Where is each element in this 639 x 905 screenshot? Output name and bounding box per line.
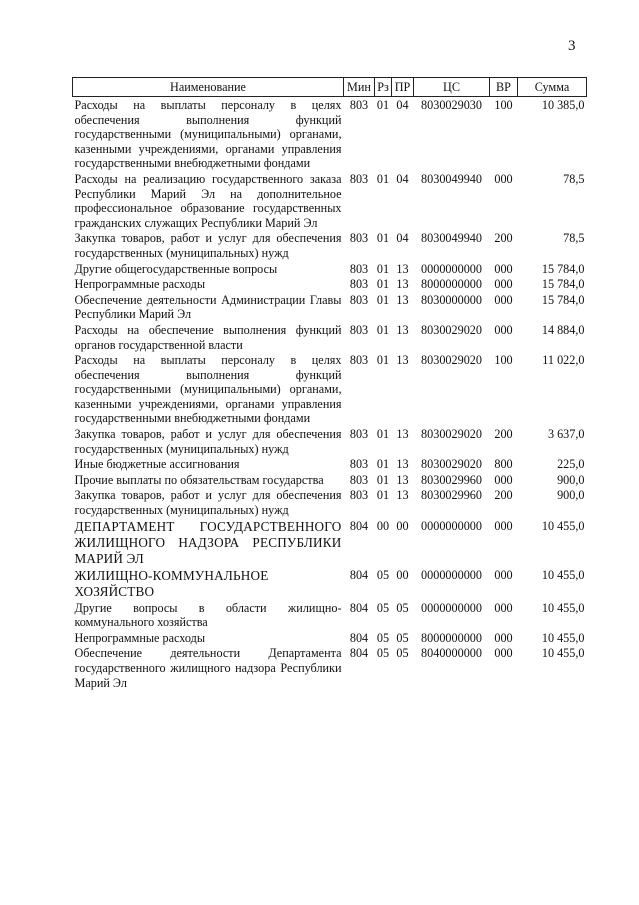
header-rz: Рз: [375, 78, 392, 97]
header-min: Мин: [344, 78, 375, 97]
row-pr: 05: [396, 630, 409, 645]
row-name: Прочие выплаты по обязательствам государства: [74, 472, 324, 487]
row-rz: 01: [376, 427, 390, 442]
row-pr: 13: [396, 488, 409, 503]
row-name: Другие общегосударственные вопросы: [74, 261, 278, 276]
row-min: 803: [349, 322, 369, 337]
header-sum: Сумма: [518, 78, 587, 97]
row-vr: 000: [494, 472, 513, 487]
row-sum: 14 884,0: [541, 322, 585, 337]
row-cs: 8000000000: [421, 630, 482, 645]
row-rz: 01: [376, 277, 390, 292]
row-sum: 10 455,0: [541, 630, 585, 645]
row-cs: 8030049940: [421, 171, 482, 186]
row-vr: 000: [494, 630, 513, 645]
row-cs: 8030029020: [421, 353, 482, 368]
row-cs: 8030049940: [421, 231, 482, 246]
row-name: Закупка товаров, работ и услуг для обеспечения государственных (муниципальных) нужд: [74, 427, 342, 456]
row-pr: 04: [396, 171, 409, 186]
row-rz: 05: [376, 600, 390, 615]
row-cs: 8030029020: [421, 427, 482, 442]
row-pr: 13: [396, 261, 409, 276]
row-rz: 01: [376, 322, 390, 337]
row-vr: 000: [494, 277, 513, 292]
table-body: [73, 97, 587, 691]
table-row: [73, 322, 587, 352]
row-cs: 8040000000: [421, 646, 482, 661]
row-name: Другие вопросы в области жилищно-коммунального хозяйства: [74, 600, 342, 630]
row-min: 803: [349, 171, 369, 186]
row-pr: 04: [396, 231, 409, 246]
header-name: Наименование: [73, 78, 344, 97]
row-rz: 01: [376, 261, 390, 276]
row-min: 803: [349, 353, 369, 368]
table-row: [73, 630, 587, 646]
row-rz: 01: [376, 171, 390, 186]
row-min: 803: [349, 427, 369, 442]
row-sum: 900,0: [557, 488, 585, 503]
row-sum: 10 455,0: [541, 646, 585, 661]
header-cs: ЦС: [414, 78, 490, 97]
row-sum: 78,5: [563, 231, 585, 246]
table-row: [73, 230, 587, 260]
row-vr: 200: [494, 488, 513, 503]
row-min: 803: [349, 261, 369, 276]
row-vr: 000: [494, 646, 513, 661]
row-rz: 01: [376, 488, 390, 503]
row-pr: 13: [396, 292, 409, 307]
row-name: Иные бюджетные ассигнования: [74, 457, 240, 472]
table-row: [73, 456, 587, 472]
row-min: 804: [349, 600, 369, 615]
row-sum: 3 637,0: [547, 427, 585, 442]
row-name: Непрограммные расходы: [74, 277, 206, 292]
row-sum: 15 784,0: [541, 292, 585, 307]
row-name: Расходы на выплаты персоналу в целях обеспечения выполнения функций государственными (муниципальными) органами, казенными учреждениями, органами управления государственными внебюджетными фондами: [74, 98, 342, 171]
row-name: Закупка товаров, работ и услуг для обеспечения государственных (муниципальных) нужд: [74, 231, 342, 260]
row-rz: 05: [376, 567, 390, 582]
row-sum: 10 385,0: [541, 98, 585, 112]
row-min: 804: [349, 630, 369, 645]
row-sum: 10 455,0: [541, 600, 585, 615]
row-min: 804: [349, 567, 369, 582]
table-row: [73, 426, 587, 456]
budget-table: [72, 77, 587, 690]
row-name: Расходы на реализацию государственного заказа Республики Марий Эл на дополнительное профессиональное образование государственных гражданских служащих Республики Марий Эл: [74, 171, 342, 230]
row-cs: 8030029960: [421, 472, 482, 487]
row-vr: 200: [494, 231, 513, 246]
row-rz: 01: [376, 353, 390, 368]
row-vr: 100: [494, 353, 513, 368]
row-min: 804: [349, 646, 369, 661]
table-row: [73, 171, 587, 230]
row-name: Обеспечение деятельности Администрации Главы Республики Марий Эл: [74, 292, 342, 322]
table-row: [73, 292, 587, 322]
table-row: [73, 600, 587, 630]
row-rz: 00: [376, 518, 390, 533]
row-sum: 15 784,0: [541, 277, 585, 292]
table-row: [73, 472, 587, 488]
table-row: [73, 276, 587, 292]
row-pr: 13: [396, 427, 409, 442]
row-cs: 8030029030: [421, 98, 482, 112]
row-rz: 05: [376, 630, 390, 645]
row-sum: 900,0: [557, 472, 585, 487]
row-sum: 15 784,0: [541, 261, 585, 276]
row-cs: 0000000000: [421, 518, 482, 533]
row-rz: 01: [376, 292, 390, 307]
row-rz: 01: [376, 98, 390, 112]
row-name: Непрограммные расходы: [74, 630, 206, 645]
row-pr: 05: [396, 600, 409, 615]
page-number: 3: [568, 38, 576, 54]
row-vr: 800: [494, 457, 513, 472]
table-row: [73, 261, 587, 277]
row-rz: 01: [376, 472, 390, 487]
row-pr: 13: [396, 472, 409, 487]
row-cs: 8000000000: [421, 277, 482, 292]
row-pr: 00: [396, 518, 409, 533]
row-min: 803: [349, 488, 369, 503]
row-cs: 8030000000: [421, 292, 482, 307]
row-cs: 8030029960: [421, 488, 482, 503]
row-cs: 8030029020: [421, 457, 482, 472]
table-header: [73, 78, 587, 97]
row-name: Обеспечение деятельности Департамента государственного жилищного надзора Республики Марий Эл: [74, 646, 342, 690]
row-name: Закупка товаров, работ и услуг для обеспечения государственных (муниципальных) нужд: [74, 488, 342, 518]
table-row-section: [73, 518, 587, 567]
row-min: 803: [349, 472, 369, 487]
table-row: [73, 645, 587, 690]
row-vr: 000: [494, 600, 513, 615]
row-cs: 8030029020: [421, 322, 482, 337]
row-name: ДЕПАРТАМЕНТ ГОСУДАРСТВЕННОГО ЖИЛИЩНОГО НАДЗОРА РЕСПУБЛИКИ МАРИЙ ЭЛ: [74, 518, 342, 566]
row-name: Расходы на выплаты персоналу в целях обеспечения выполнения функций государственными (муниципальными) органами, казенными учреждениями, органами управления государственными внебюджетными фондами: [74, 353, 342, 426]
row-pr: 13: [396, 457, 409, 472]
row-cs: 0000000000: [421, 261, 482, 276]
table-row: [73, 352, 587, 426]
row-min: 803: [349, 457, 369, 472]
row-vr: 000: [494, 322, 513, 337]
row-rz: 01: [376, 231, 390, 246]
row-vr: 000: [494, 292, 513, 307]
row-min: 803: [349, 277, 369, 292]
row-pr: 04: [396, 98, 409, 112]
row-name: ЖИЛИЩНО-КОММУНАЛЬНОЕ ХОЗЯЙСТВО: [74, 567, 269, 599]
row-sum: 11 022,0: [542, 353, 585, 368]
row-vr: 000: [494, 518, 513, 533]
row-pr: 05: [396, 646, 409, 661]
row-rz: 01: [376, 457, 390, 472]
row-min: 803: [349, 231, 369, 246]
row-sum: 225,0: [557, 457, 585, 472]
row-name: Расходы на обеспечение выполнения функций органов государственной власти: [74, 322, 342, 352]
header-pr: ПР: [392, 78, 414, 97]
row-vr: 000: [494, 567, 513, 582]
table-row: [73, 97, 587, 171]
table-row-section: [73, 567, 587, 600]
row-min: 803: [349, 292, 369, 307]
row-rz: 05: [376, 646, 390, 661]
row-sum: 78,5: [563, 171, 585, 186]
row-vr: 200: [494, 427, 513, 442]
row-vr: 000: [494, 171, 513, 186]
row-cs: 0000000000: [421, 567, 482, 582]
row-min: 803: [349, 98, 369, 112]
row-pr: 00: [396, 567, 409, 582]
row-vr: 100: [494, 98, 513, 112]
row-vr: 000: [494, 261, 513, 276]
row-pr: 13: [396, 353, 409, 368]
row-sum: 10 455,0: [541, 518, 585, 533]
row-min: 804: [349, 518, 369, 533]
header-vr: ВР: [490, 78, 518, 97]
table-row: [73, 487, 587, 517]
row-cs: 0000000000: [421, 600, 482, 615]
row-sum: 10 455,0: [541, 567, 585, 582]
row-pr: 13: [396, 322, 409, 337]
row-pr: 13: [396, 277, 409, 292]
